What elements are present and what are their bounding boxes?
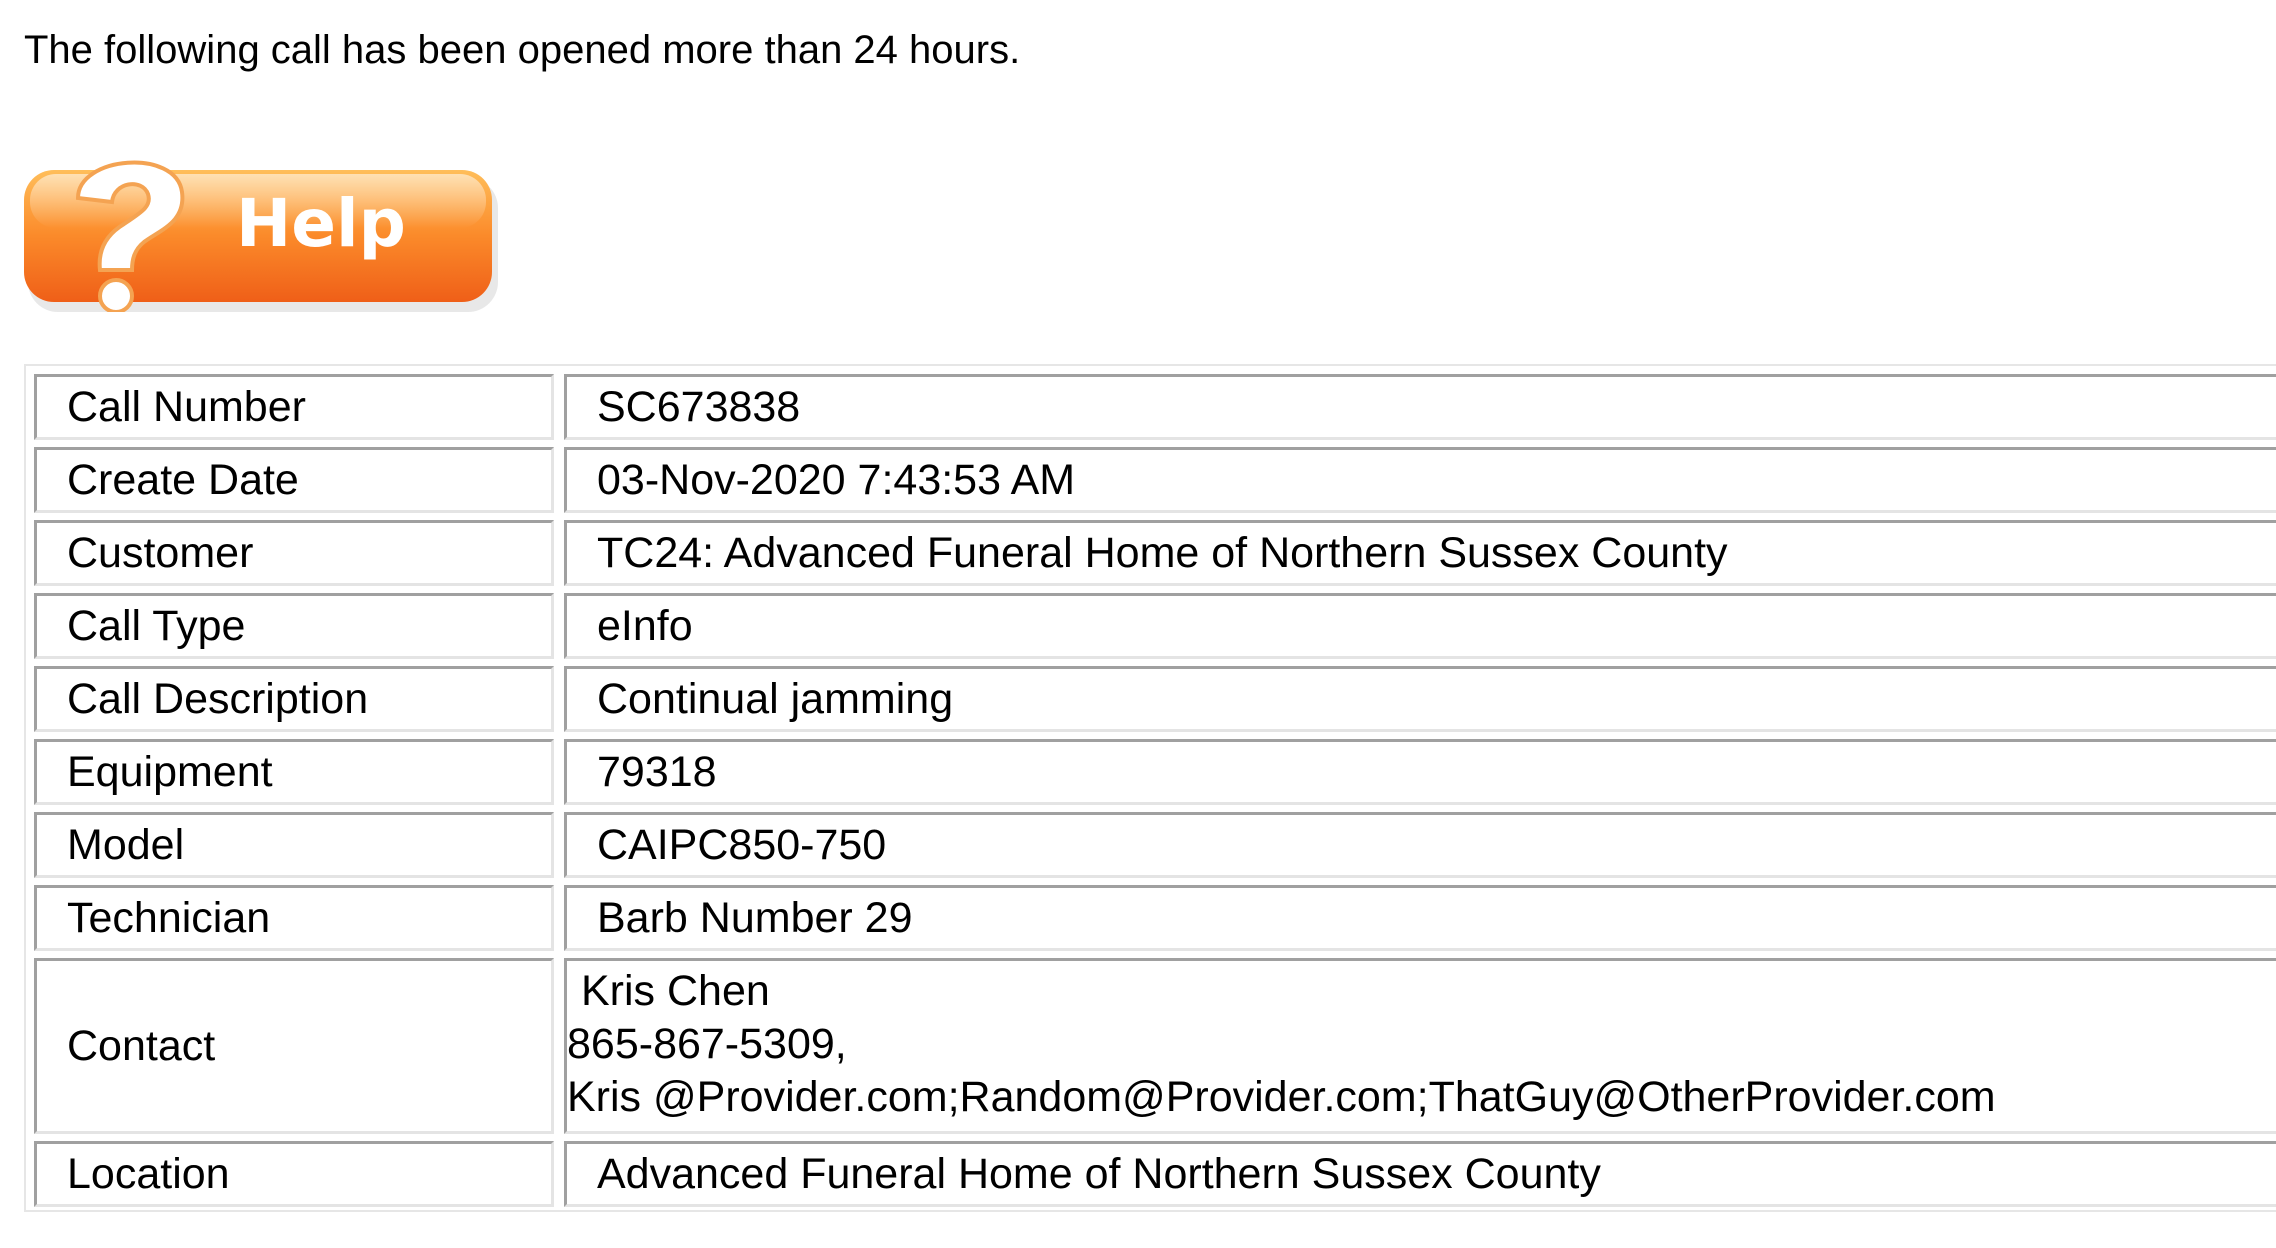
table-row — [34, 812, 2276, 878]
customer-value: TC24: Advanced Funeral Home of Northern Sussex County — [564, 520, 2276, 586]
call-details-table — [24, 364, 2276, 1212]
table-row — [34, 958, 2276, 1134]
table-row — [34, 593, 2276, 659]
table-row — [34, 666, 2276, 732]
call-description-value: Continual jamming — [564, 666, 2276, 732]
field-label: Equipment — [34, 739, 554, 805]
location-value: Advanced Funeral Home of Northern Sussex County — [564, 1141, 2276, 1207]
intro-message: The following call has been opened more than 24 hours. — [24, 28, 1021, 72]
contact-emails: Kris @Provider.com;Random@Provider.com;ThatGuy@OtherProvider.com — [567, 1073, 1996, 1121]
field-label: Contact — [34, 958, 554, 1134]
table-row — [34, 520, 2276, 586]
field-label: Customer — [34, 520, 554, 586]
contact-name: Kris Chen — [581, 967, 770, 1015]
equipment-value: 79318 — [564, 739, 2276, 805]
call-type-value: eInfo — [564, 593, 2276, 659]
help-button-label: Help — [236, 185, 406, 262]
field-label: Create Date — [34, 447, 554, 513]
field-label: Location — [34, 1141, 554, 1207]
field-label: Call Description — [34, 666, 554, 732]
technician-value: Barb Number 29 — [564, 885, 2276, 951]
field-label: Model — [34, 812, 554, 878]
field-label: Technician — [34, 885, 554, 951]
field-label: Call Type — [34, 593, 554, 659]
call-number-value: SC673838 — [564, 374, 2276, 440]
field-label: Call Number — [34, 374, 554, 440]
table-row — [34, 1141, 2276, 1207]
table-row — [34, 885, 2276, 951]
help-button[interactable] — [20, 136, 500, 312]
model-value: CAIPC850-750 — [564, 812, 2276, 878]
create-date-value: 03-Nov-2020 7:43:53 AM — [564, 447, 2276, 513]
table-row — [34, 739, 2276, 805]
table-row — [34, 374, 2276, 440]
table-row — [34, 447, 2276, 513]
contact-phone: 865-867-5309, — [567, 1020, 847, 1068]
contact-value — [564, 958, 2276, 1134]
